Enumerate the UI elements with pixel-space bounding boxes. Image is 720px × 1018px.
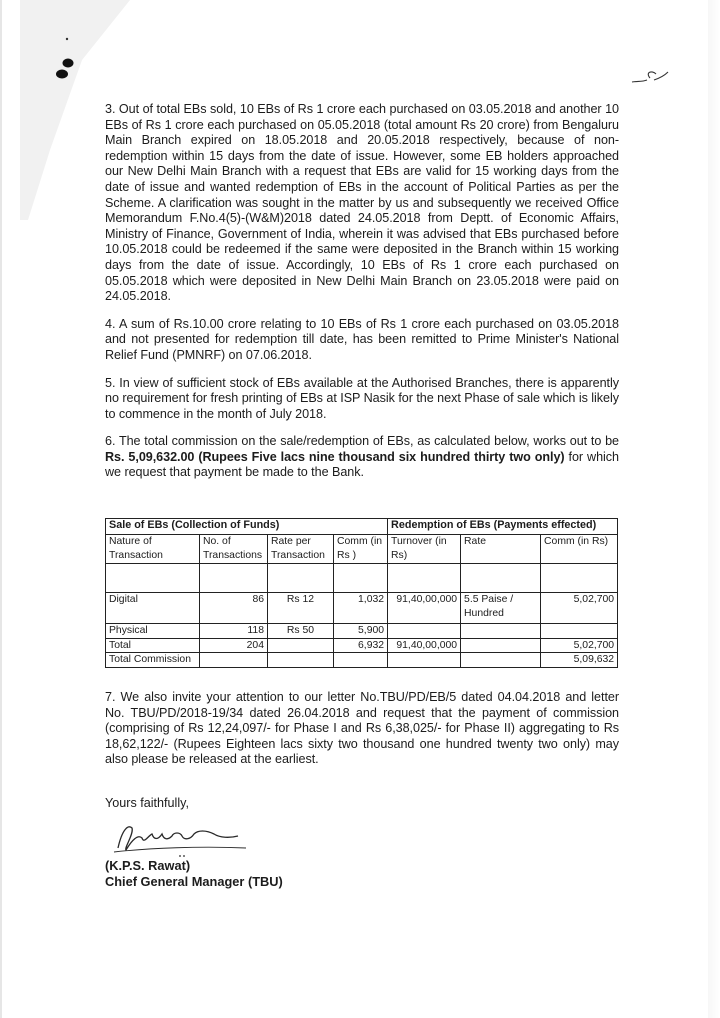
redemption-group-header: Redemption of EBs (Payments effected) <box>388 519 618 535</box>
col-comm-redemption: Comm (in Rs) <box>541 535 618 564</box>
cell-nature: Digital <box>106 593 200 624</box>
margin-mark-icon <box>630 66 670 88</box>
table-row-total <box>106 638 618 653</box>
table-row-total-commission <box>106 653 618 668</box>
cell-comm-redemption: 5,02,700 <box>541 638 618 653</box>
cell-nature: Total <box>106 638 200 653</box>
sale-group-header: Sale of EBs (Collection of Funds) <box>106 519 388 535</box>
cell-comm-sale: 1,032 <box>334 593 388 624</box>
cell-comm-sale: 5,900 <box>334 624 388 639</box>
paragraph-4: 4. A sum of Rs.10.00 crore relating to 10 EBs of Rs 1 crore each purchased on 03.05.2018 and not presented for redemption till date, has been remitted to Prime Minister's National Relief Fund (PMNRF) on 07.06.2018. <box>105 316 619 362</box>
cell-total-commission-value: 5,09,632 <box>541 653 618 668</box>
table-group-header <box>106 519 618 535</box>
paragraph-5: 5. In view of sufficient stock of EBs available at the Authorised Branches, there is apparently no requirement for fresh printing of EBs at ISP Nasik for the next Phase of sale which is likely to commence in the month of July 2018. <box>105 375 619 421</box>
cell-rate: 5.5 Paise / Hundred <box>461 593 541 624</box>
signatory-block <box>105 858 283 890</box>
cell-no-transactions: 204 <box>200 638 268 653</box>
col-comm-sale: Comm (in Rs ) <box>334 535 388 564</box>
closing-salutation: Yours faithfully, <box>105 796 190 810</box>
cell-rate-per-transaction: Rs 12 <box>268 593 334 624</box>
paragraph-6 <box>105 434 619 481</box>
table-column-headers <box>106 535 618 564</box>
paragraph-6-amount: Rs. 5,09,632.00 (Rupees Five lacs nine thousand six hundred thirty two only) <box>105 449 565 464</box>
paragraph-6-intro: 6. The total commission on the sale/redemption of EBs, as calculated below, works out to be <box>105 434 619 449</box>
cell-no-transactions: 86 <box>200 593 268 624</box>
col-no-transactions: No. of Transactions <box>200 535 268 564</box>
table-row-blank <box>106 564 618 593</box>
table-row-digital <box>106 593 618 624</box>
cell-comm-redemption: 5,02,700 <box>541 593 618 624</box>
paragraph-3: 3. Out of total EBs sold, 10 EBs of Rs 1 crore each purchased on 03.05.2018 and another 10 EBs of Rs 1 crore each purchased on 05.05.2018 (total amount Rs 20 crore) from Bengaluru Main Branch expired on 18.05.2018 and 20.05.2018 respectively, because of non-redemption within 15 days from the date of issue. However, some EB holders approached our New Delhi Main Branch with a request that EBs are valid for 15 working days from the date of issue and wanted redemption of EBs in the account of Political Parties as per the Scheme. A clarification was sought in the matter by us and subsequently we received Office Memorandum F.No.4(5)-(W&M)2018 dated 24.05.2018 from Deptt. of Economic Affairs, Ministry of Finance, Government of India, wherein it was advised that EBs purchased before 10.05.2018 could be redeemed if the same were deposited in the Branch within 15 working days from the date of issue. Accordingly, 10 EBs of Rs 1 crore each purchased on 05.05.2018 which were deposited in New Delhi Main Branch on 23.05.2018 were paid on 24.05.2018. <box>105 102 619 304</box>
signatory-designation: Chief General Manager (TBU) <box>105 874 283 889</box>
cell-comm-sale: 6,932 <box>334 638 388 653</box>
col-rate-per-transaction: Rate per Transaction <box>268 535 334 564</box>
col-turnover: Turnover (in Rs) <box>388 535 461 564</box>
col-rate: Rate <box>461 535 541 564</box>
cell-total-commission-label: Total Commission <box>106 653 200 668</box>
col-nature: Nature of Transaction <box>106 535 200 564</box>
page-edge <box>0 0 2 1018</box>
cell-turnover: 91,40,00,000 <box>388 638 461 653</box>
commission-table <box>105 518 618 668</box>
signature-image <box>110 818 250 858</box>
paragraph-6-tail: for which we request that payment be made to the Bank. <box>105 449 619 480</box>
page-right-edge <box>708 0 720 1018</box>
paragraph-7: 7. We also invite your attention to our letter No.TBU/PD/EB/5 dated 04.04.2018 and letter No. TBU/PD/2018-19/34 dated 26.04.2018 and request that the payment of commission (comprising of Rs 12,24,097/- for Phase I and Rs 6,38,025/- for Phase II) aggregating to Rs 18,62,122/- (Rupees Eighteen lacs sixty two thousand one hundred twenty two only) may also please be released at the earliest. <box>105 690 619 767</box>
table-row-physical <box>106 624 618 639</box>
cell-rate-per-transaction: Rs 50 <box>268 624 334 639</box>
cell-turnover: 91,40,00,000 <box>388 593 461 624</box>
cell-no-transactions: 118 <box>200 624 268 639</box>
letter-body <box>105 102 619 481</box>
signatory-name: (K.P.S. Rawat) <box>105 858 191 873</box>
cell-nature: Physical <box>106 624 200 639</box>
